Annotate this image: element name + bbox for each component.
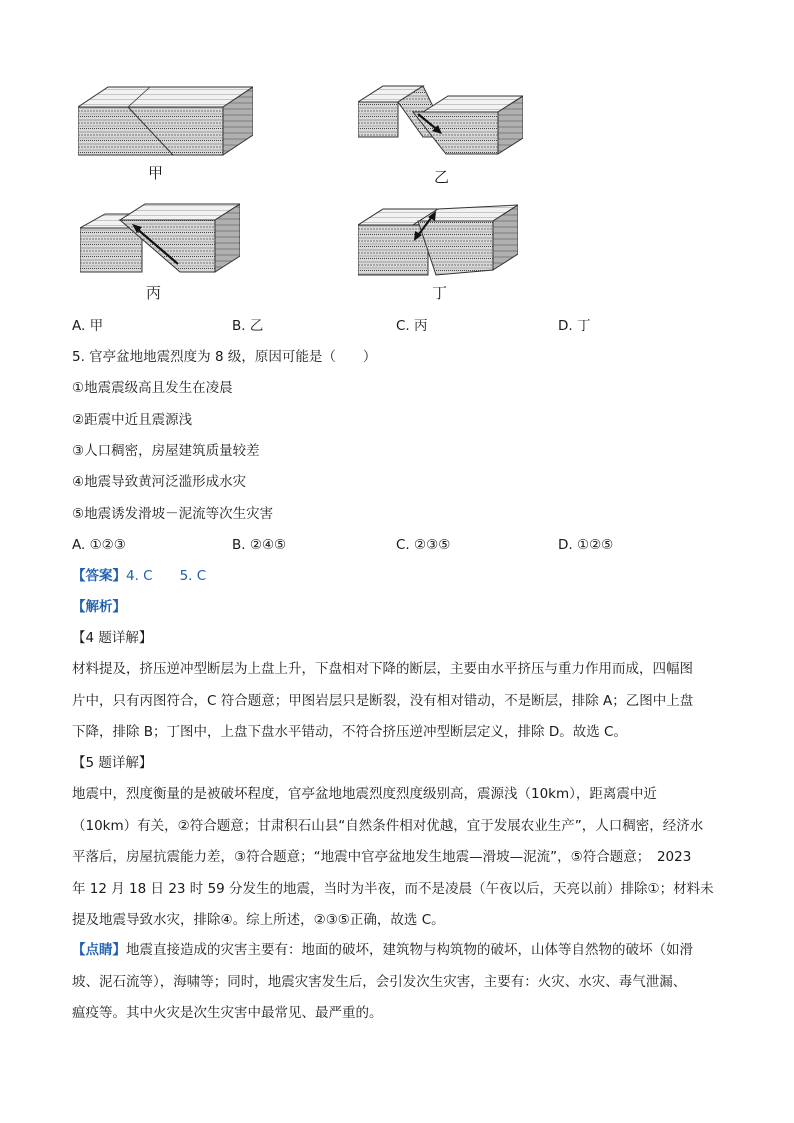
- q5-detail-line: 提及地震导致水灾，排除④。综上所述，②③⑤正确，故选 C。: [72, 912, 445, 928]
- q5-option-c: C. ②③⑤: [396, 537, 451, 553]
- q5-detail-body: [72, 779, 722, 937]
- figure-jia: [78, 82, 253, 162]
- q5-option-a: A. ①②③: [72, 537, 126, 553]
- figure-label-yi: 乙: [434, 168, 450, 186]
- q5-option-d: D. ①②⑤: [558, 537, 614, 553]
- fault-block-bing: [80, 198, 240, 278]
- figure-label-bing: 丙: [146, 284, 162, 302]
- answer-text: 4. C 5. C: [126, 568, 207, 584]
- q4-detail-line: 材料提及，挤压逆冲型断层为上盘上升，下盘相对下降的断层，主要由水平挤压与重力作用而成，四幅图: [72, 661, 693, 677]
- tip-tag: 【点睛】: [72, 942, 126, 958]
- figure-label-jia: 甲: [148, 164, 164, 182]
- tip-line-1: [72, 935, 722, 967]
- q5-stem: 5. 官亭盆地地震烈度为 8 级，原因可能是（ ）: [72, 349, 377, 365]
- q5-item-3: ③人口稠密，房屋建筑质量较差: [72, 443, 260, 459]
- q5-detail-line: （10km）有关，②符合题意；甘肃积石山县“自然条件相对优越，宜于发展农业生产”，人口稠密，经济水: [72, 817, 704, 834]
- q5-item-2: ②距震中近且震源浅: [72, 412, 193, 428]
- answer-line: [72, 566, 206, 586]
- tip-body: [72, 935, 722, 1030]
- q4-option-b: B. 乙: [232, 318, 264, 334]
- q5-option-b: B. ②④⑤: [232, 537, 287, 553]
- q4-detail-tag: 【4 题详解】: [72, 630, 153, 646]
- fault-block-jia: [78, 82, 253, 162]
- analysis-tag: [72, 597, 126, 617]
- q5-item-4: ④地震导致黄河泛滥形成水灾: [72, 474, 247, 490]
- figure-yi: [358, 82, 523, 162]
- figure-bing: [80, 198, 240, 278]
- answer-tag: 【答案】: [72, 568, 126, 584]
- tip-line: 坡、泥石流等），海啸等；同时，地震灾害发生后，会引发次生灾害，主要有：火灾、水灾、毒气泄漏、: [72, 973, 687, 990]
- q4-option-c: C. 丙: [396, 318, 428, 334]
- q4-option-a: A. 甲: [72, 318, 104, 334]
- q5-detail-line: 平落后，房屋抗震能力差，③符合题意；“地震中官亭盆地发生地震—滑坡—泥流”，⑤符合题意； 2023: [72, 849, 692, 865]
- q4-detail-line: 下降，排除 B；丁图中，上盘下盘水平错动，不符合挤压逆冲型断层定义，排除 D。故选 C。: [72, 724, 627, 740]
- q4-detail-line: 片中，只有丙图符合，C 符合题意；甲图岩层只是断裂，没有相对错动，不是断层，排除 A；乙图中上盘: [72, 692, 694, 709]
- q4-detail-body: [72, 654, 722, 749]
- fault-block-yi: [358, 82, 523, 162]
- q5-detail-line: 年 12 月 18 日 23 时 59 分发生的地震，当时为半夜，而不是凌晨（午夜以后，天亮以前）排除①；材料未: [72, 880, 714, 897]
- q4-option-d: D. 丁: [558, 318, 591, 334]
- q5-detail-tag: 【5 题详解】: [72, 755, 153, 771]
- q5-item-1: ①地震震级高且发生在凌晨: [72, 380, 233, 396]
- analysis-tag-text: 【解析】: [72, 599, 126, 615]
- q5-item-5: ⑤地震诱发滑坡－泥流等次生灾害: [72, 506, 274, 522]
- q5-detail-line: 地震中，烈度衡量的是被破坏程度，官亭盆地地震烈度烈度级别高，震源浅（10km），距离震中近: [72, 786, 657, 802]
- fault-block-ding: [358, 200, 518, 280]
- tip-line: 地震直接造成的灾害主要有：地面的破坏，建筑物与构筑物的破坏，山体等自然物的破坏（如滑: [126, 942, 693, 958]
- tip-line: 瘟疫等。其中火灾是次生灾害中最常见、最严重的。: [72, 1005, 383, 1021]
- figure-label-ding: 丁: [432, 284, 448, 302]
- figure-ding: [358, 200, 518, 280]
